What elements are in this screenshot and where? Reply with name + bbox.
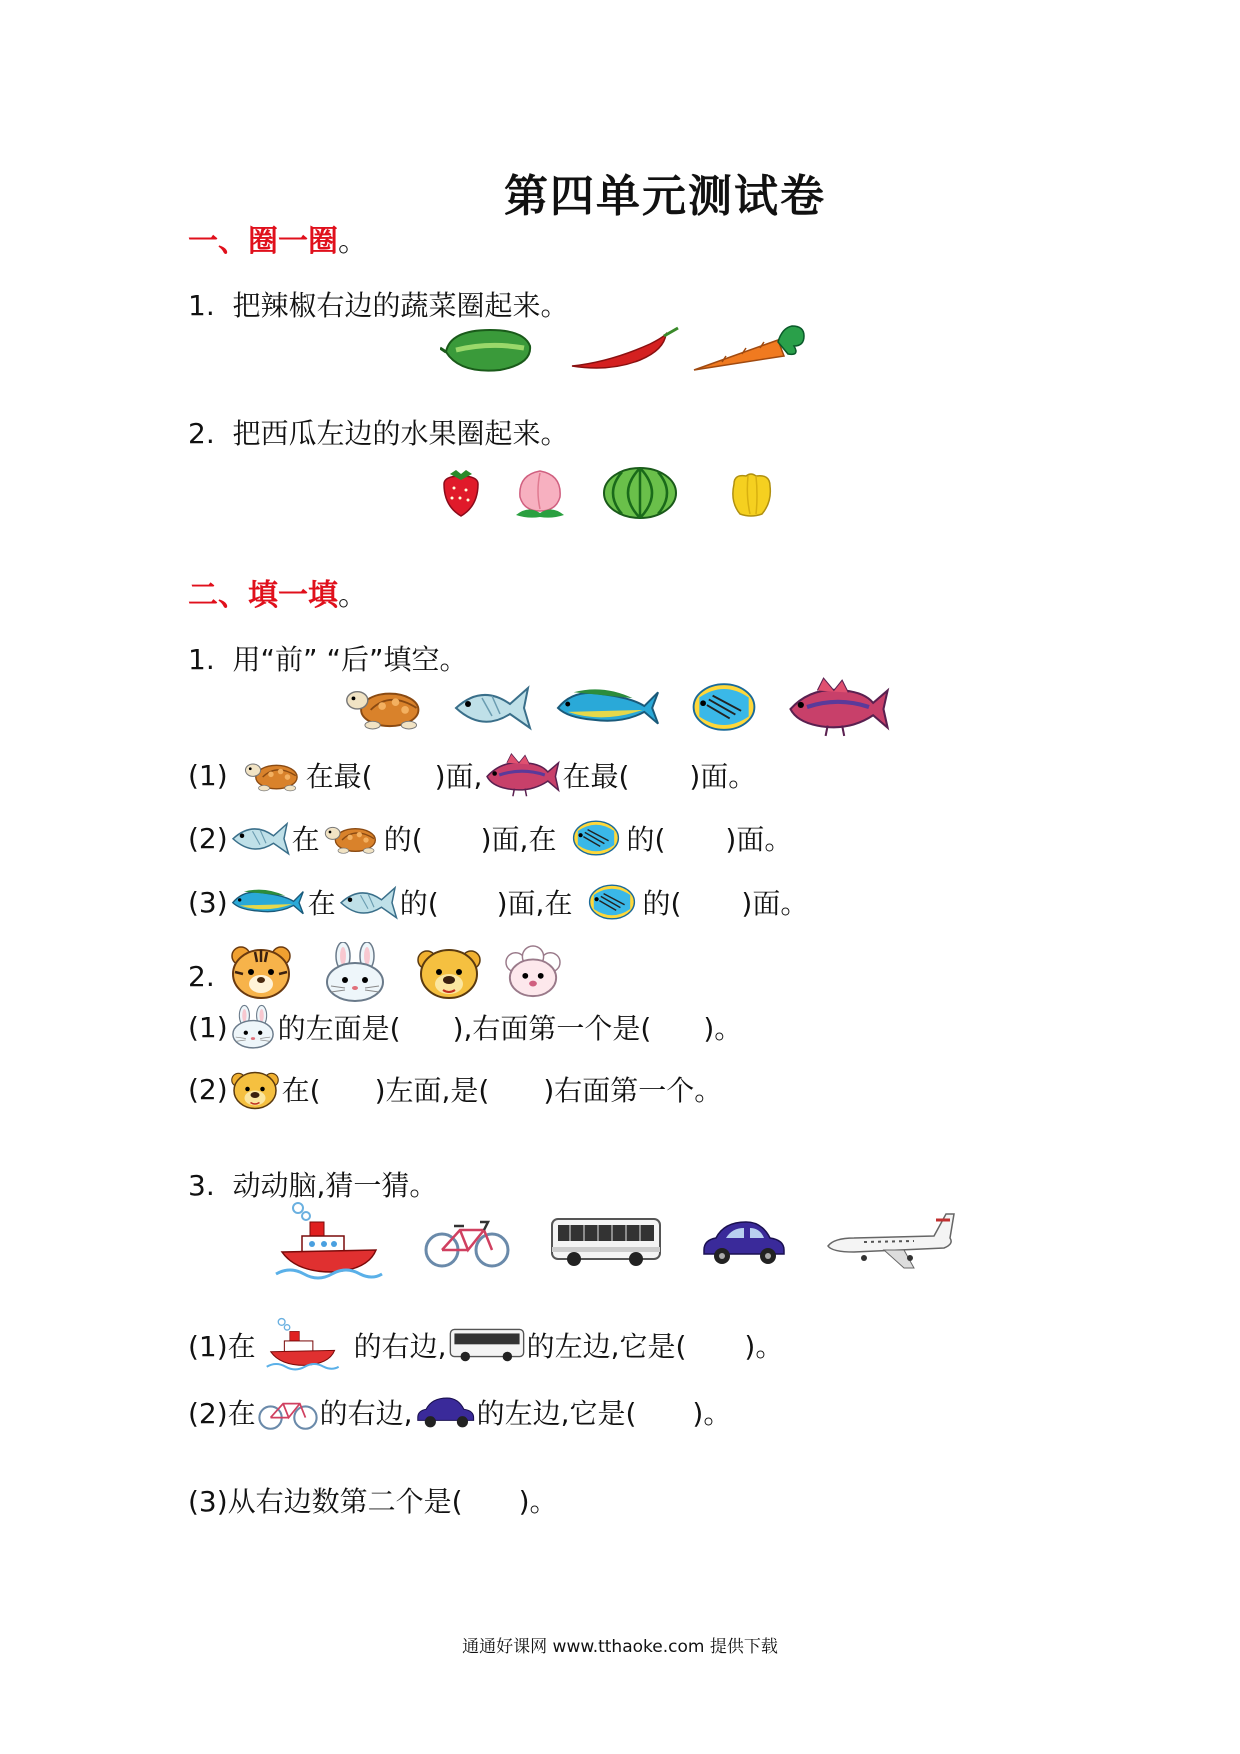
item-text: 的( xyxy=(626,823,666,856)
bus-icon xyxy=(449,1326,525,1364)
page-title: 第四单元测试卷 xyxy=(504,171,826,222)
question-2-3-item-2 xyxy=(188,1392,731,1432)
question-number: 1. xyxy=(188,643,215,676)
item-text: )面。 xyxy=(689,760,757,793)
question-2-3-item-1 xyxy=(188,1310,783,1380)
airplane-icon[interactable] xyxy=(824,1210,956,1274)
dorado-fish-icon[interactable] xyxy=(554,684,662,730)
item-text: 的左边,它是( xyxy=(526,1330,687,1363)
item-text: )右面第一个。 xyxy=(543,1074,723,1107)
item-text: 的( xyxy=(399,887,439,920)
sea-animal-row xyxy=(342,676,890,738)
item-text: 的左面是( xyxy=(277,1012,401,1045)
question-2-1-item-3 xyxy=(188,880,808,924)
item-label: (3)从右边数第二个是( xyxy=(188,1485,463,1518)
item-label: (1)在 xyxy=(188,1330,256,1363)
footer: 通通好课网 www.tthaoke.com 提供下载 xyxy=(462,1637,778,1657)
item-text: )。 xyxy=(703,1012,743,1045)
question-text: 动动脑,猜一猜。 xyxy=(232,1169,438,1202)
pomfret-fish-icon xyxy=(338,880,398,924)
item-label: (2)在 xyxy=(188,1397,256,1430)
tiger-icon[interactable] xyxy=(228,944,294,1000)
item-text: )。 xyxy=(692,1397,732,1430)
red-fish-icon[interactable] xyxy=(786,676,890,738)
dorado-fish-icon xyxy=(230,884,306,920)
strawberry-icon[interactable] xyxy=(440,468,482,518)
item-label: (3) xyxy=(188,885,228,919)
sheep-icon[interactable] xyxy=(502,945,564,999)
item-text: 的右边, xyxy=(319,1397,413,1430)
question-text: 把辣椒右边的蔬菜圈起来。 xyxy=(232,289,569,322)
question-number: 1. xyxy=(188,289,215,322)
bell-pepper-icon[interactable] xyxy=(726,468,776,518)
item-label: (2) xyxy=(188,821,228,855)
item-label: (2) xyxy=(188,1072,228,1106)
item-text: 在 xyxy=(291,823,320,856)
question-2-1 xyxy=(188,638,467,678)
section-2-heading-tail: 。 xyxy=(338,578,368,613)
item-text: )面。 xyxy=(725,823,793,856)
carrot-icon[interactable] xyxy=(692,322,808,376)
item-text: )面, xyxy=(434,760,483,793)
pomfret-fish-icon xyxy=(230,816,290,860)
question-text: 用“前” “后”填空。 xyxy=(232,643,468,676)
peach-icon[interactable] xyxy=(512,467,568,519)
question-2-3 xyxy=(188,1164,437,1204)
item-label: (1) xyxy=(188,1010,228,1044)
item-text: )。 xyxy=(744,1330,784,1363)
question-number: 3. xyxy=(188,1169,215,1202)
item-text: 在最( xyxy=(305,760,373,793)
item-text: 在( xyxy=(281,1074,321,1107)
item-text: ),右面第一个是( xyxy=(452,1012,652,1045)
item-text: )面。 xyxy=(741,887,809,920)
question-1-2 xyxy=(188,412,569,452)
red-chili-icon[interactable] xyxy=(570,326,680,372)
question-2-1-item-2 xyxy=(188,816,792,860)
bicycle-icon xyxy=(258,1392,318,1432)
question-2-3-item-3 xyxy=(188,1480,558,1520)
angel-fish-icon xyxy=(568,818,624,858)
animal-face-row xyxy=(228,942,564,1002)
vehicle-row xyxy=(272,1200,956,1284)
question-number: 2. xyxy=(188,417,215,450)
question-2-2-number: 2. xyxy=(188,960,215,993)
car-icon xyxy=(415,1395,475,1429)
section-2-heading xyxy=(188,570,368,614)
question-text: 把西瓜左边的水果圈起来。 xyxy=(232,417,569,450)
question-1-1 xyxy=(188,284,569,324)
item-text: )左面,是( xyxy=(374,1074,490,1107)
green-pepper-icon[interactable] xyxy=(440,324,536,374)
pomfret-fish-icon[interactable] xyxy=(452,681,532,733)
car-icon[interactable] xyxy=(700,1218,786,1266)
item-label: (1) xyxy=(188,758,228,792)
question-2-1-item-1 xyxy=(188,752,756,798)
item-text: 的( xyxy=(642,887,682,920)
fruit-row xyxy=(440,466,776,520)
question-2-2-item-2 xyxy=(188,1068,722,1110)
turtle-icon[interactable] xyxy=(342,682,428,732)
ship-icon xyxy=(264,1310,340,1380)
section-2-heading-text: 二、填一填 xyxy=(188,578,338,613)
item-text: 的右边, xyxy=(353,1330,447,1363)
vegetable-row xyxy=(440,322,808,376)
section-1-heading-text: 一、圈一圈 xyxy=(188,224,338,259)
bicycle-icon[interactable] xyxy=(424,1214,510,1270)
item-text: 在最( xyxy=(562,760,630,793)
item-text: )。 xyxy=(518,1485,558,1518)
item-text: 的左边,它是( xyxy=(476,1397,637,1430)
question-2-2-item-1 xyxy=(188,1004,742,1050)
item-text: )面,在 xyxy=(496,887,573,920)
item-text: 的( xyxy=(383,823,423,856)
watermelon-icon[interactable] xyxy=(602,466,678,520)
bear-icon[interactable] xyxy=(416,944,482,1000)
rabbit-icon[interactable] xyxy=(322,942,388,1002)
section-1-heading xyxy=(188,216,368,260)
turtle-icon xyxy=(242,756,304,794)
section-1-heading-tail: 。 xyxy=(338,224,368,259)
bus-icon[interactable] xyxy=(550,1215,662,1269)
ship-icon[interactable] xyxy=(272,1200,384,1284)
rabbit-icon xyxy=(230,1004,276,1050)
turtle-icon xyxy=(322,820,382,856)
red-fish-icon xyxy=(484,752,560,798)
item-text: )面,在 xyxy=(480,823,557,856)
angel-fish-icon[interactable] xyxy=(686,680,762,734)
angel-fish-icon xyxy=(584,882,640,922)
bear-icon xyxy=(230,1068,280,1110)
item-text: 在 xyxy=(307,887,336,920)
